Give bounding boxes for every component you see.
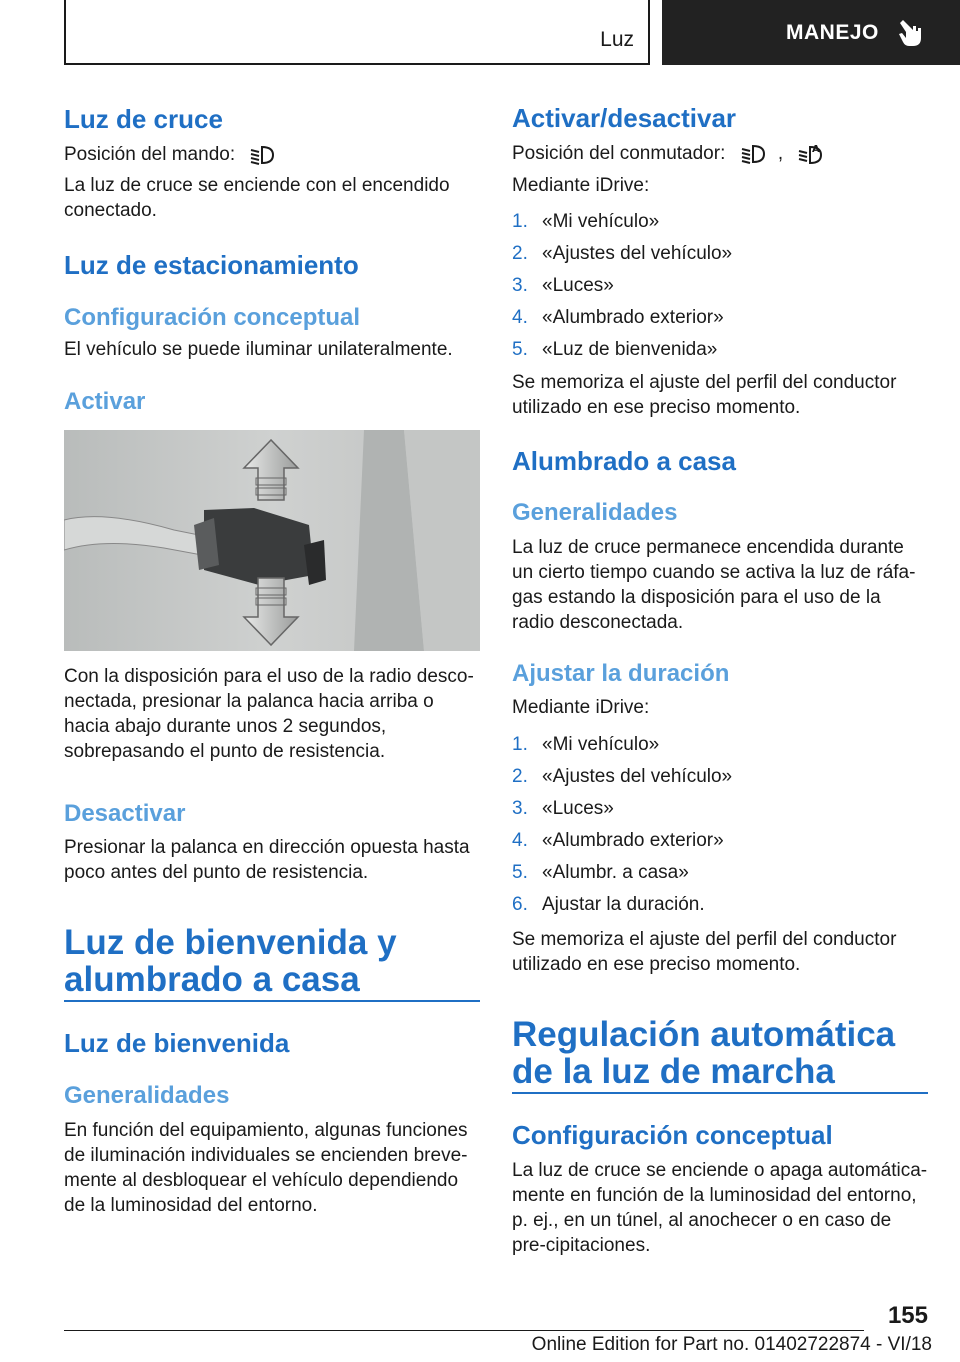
list-item: 5. «Alumbr. a casa» — [512, 862, 689, 883]
parking-deactivate-text: Presionar la palanca en dirección opuesta hasta poco antes del punto de resistencia. — [64, 837, 470, 883]
page-number: 155 — [887, 1302, 928, 1329]
steering-column-lever-image — [64, 430, 480, 651]
home-via: Mediante iDrive: — [512, 697, 650, 718]
list-item: 3. «Luces» — [512, 275, 614, 296]
low-beam-text: La luz de cruce se enciende con el encendido conectado. — [64, 175, 450, 221]
auto-light-title: Regulación automática de la luz de marcha — [512, 1015, 896, 1091]
list-item: 4. «Alumbrado exterior» — [512, 307, 724, 328]
pointing-hand-icon — [897, 18, 923, 48]
home-general-text: La luz de cruce permanece encendida durante un cierto tiempo cuando se activa la luz de ráfa-gas estando la disposición para el uso de la radio desconectada. — [512, 537, 916, 633]
header-chapter-title: MANEJO — [786, 20, 879, 44]
header-chapter-tab — [662, 0, 960, 65]
low-beam-position-label: Posición del mando: — [64, 144, 236, 165]
toggle-via: Mediante iDrive: — [512, 175, 650, 196]
auto-headlight-icon — [796, 142, 824, 166]
auto-concept-text: La luz de cruce se enciende o apaga automática-mente en función de la luminosidad del entorno, p. ej., en un túnel, al anochecer o en caso de pre-cipitaciones. — [512, 1160, 928, 1256]
home-general-title: Generalidades — [512, 499, 678, 526]
low-beam-title: Luz de cruce — [64, 104, 223, 134]
header-section-title: Luz — [600, 28, 634, 51]
lever-illustration — [64, 430, 480, 651]
toggle-steps-list — [512, 206, 928, 366]
home-duration-title: Ajustar la duración — [512, 660, 730, 687]
toggle-title: Activar/desactivar — [512, 103, 737, 133]
footer-edition: Online Edition for Part no. 01402722874 - VI/18 — [531, 1334, 932, 1355]
list-item: 3. «Luces» — [512, 798, 614, 819]
list-item: 4. «Alumbrado exterior» — [512, 830, 724, 851]
home-steps-list — [512, 729, 928, 921]
low-beam-icon — [248, 144, 276, 166]
welcome-title-rule — [64, 1000, 480, 1002]
list-item: 2. «Ajustes del vehículo» — [512, 766, 733, 787]
svg-text:A: A — [812, 143, 821, 155]
toggle-memo: Se memoriza el ajuste del perfil del conductor utilizado en ese preciso momento. — [512, 372, 897, 418]
list-item: 2. «Ajustes del vehículo» — [512, 243, 733, 264]
header-section-box — [64, 0, 650, 65]
auto-concept-title: Configuración conceptual — [512, 1120, 833, 1150]
toggle-position — [512, 141, 824, 166]
list-item: 1. «Mi vehículo» — [512, 211, 660, 232]
parking-deactivate-title: Desactivar — [64, 800, 186, 827]
list-item: 1. «Mi vehículo» — [512, 734, 660, 755]
footer-rule — [64, 1330, 864, 1331]
welcome-general-text: En función del equipamiento, algunas funciones de iluminación individuales se encienden breve-mente al desbloquear el vehículo dependiendo de la luminosidad del entorno. — [64, 1120, 468, 1216]
list-item: 5. «Luz de bienvenida» — [512, 339, 718, 360]
home-memo: Se memoriza el ajuste del perfil del conductor utilizado en ese preciso momento. — [512, 929, 897, 975]
home-light-title: Alumbrado a casa — [512, 446, 736, 476]
welcome-general-title: Generalidades — [64, 1082, 230, 1109]
welcome-light-title: Luz de bienvenida — [64, 1028, 290, 1058]
parking-concept-text: El vehículo se puede iluminar unilateralmente. — [64, 339, 453, 360]
parking-activate-text: Con la disposición para el uso de la radio desco-nectada, presionar la palanca hacia arriba o hacia abajo durante unos 2 segundos, sobrepasando el punto de resistencia. — [64, 666, 474, 762]
parking-light-title: Luz de estacionamiento — [64, 250, 359, 280]
parking-activate-title: Activar — [64, 388, 146, 415]
icon-separator: , — [777, 143, 784, 164]
list-item: 6. Ajustar la duración. — [512, 894, 705, 915]
auto-title-rule — [512, 1092, 928, 1094]
welcome-home-title: Luz de bienvenida y alumbrado a casa — [64, 923, 397, 999]
low-beam-icon — [739, 143, 767, 165]
low-beam-position — [64, 142, 276, 167]
parking-concept-title: Configuración conceptual — [64, 304, 361, 331]
toggle-position-label: Posición del conmutador: — [512, 143, 726, 164]
